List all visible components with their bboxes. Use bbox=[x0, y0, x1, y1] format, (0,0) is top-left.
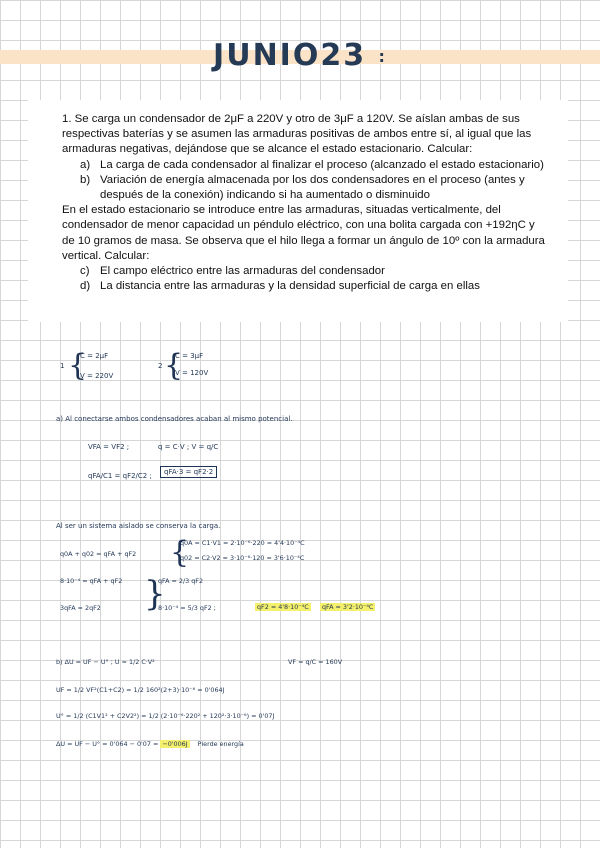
part-b-energy-eq: b) ΔU = UF − U° ; U = 1/2 C·V² bbox=[56, 658, 155, 666]
final-voltage-eq: VF = q/C = 160V bbox=[288, 658, 343, 666]
solve-eq: 8·10⁻⁴ = 5/3 qF2 ; bbox=[158, 604, 216, 612]
result-qf2: qF2 = 4'8·10⁻⁴C bbox=[257, 603, 309, 611]
brace-icon: } bbox=[144, 574, 166, 614]
title-colon: : bbox=[378, 47, 387, 66]
initial-energy-eq: U° = 1/2 (C1V1² + C2V2²) = 1/2 (2·10⁻⁶·220² + 120²·3·10⁻⁶) = 0'07J bbox=[56, 712, 275, 720]
energy-change-eq bbox=[56, 740, 244, 748]
final-energy-eq: UF = 1/2 VF²(C1+C2) = 1/2 160²(2+3)·10⁻⁶ = 0'064J bbox=[56, 686, 225, 694]
list-item bbox=[80, 279, 550, 294]
given2-number: 2 bbox=[158, 362, 163, 370]
page-title bbox=[0, 38, 600, 73]
result-qfa: qFA = 3'2·10⁻⁴C bbox=[322, 603, 374, 611]
item-label: b) bbox=[80, 173, 91, 186]
item-text: Variación de energía almacenada por los dos condensadores en el proceso (antes y después de la conexión) indicando si ha aumentado o disminuido bbox=[100, 173, 525, 202]
equal-potential-eq: VFA = VF2 ; bbox=[88, 443, 130, 451]
initial-charge-2: q02 = C2·V2 = 3·10⁻⁶·120 = 3'6·10⁻⁴C bbox=[180, 554, 305, 562]
given1-voltage: V = 220V bbox=[80, 372, 114, 380]
charge-relation-eq: 3qFA = 2qF2 bbox=[60, 604, 101, 612]
brace-icon: { bbox=[170, 535, 190, 570]
energy-change-calc: ΔU = UF − U° = 0'064 − 0'07 = bbox=[56, 740, 159, 748]
initial-charge-1: q0A = C1·V1 = 2·10⁻⁶·220 = 4'4·10⁻⁴C bbox=[180, 539, 305, 547]
list-item bbox=[80, 158, 550, 173]
energy-change-result: −0'006J bbox=[162, 740, 188, 748]
energy-change-conclusion: Pierde energía bbox=[197, 740, 244, 748]
charge-sum-eq: q0A + q02 = qFA + qF2 bbox=[60, 550, 137, 558]
charge-formula: q = C·V ; V = q/C bbox=[158, 443, 219, 451]
brace-icon: { bbox=[164, 348, 184, 383]
given2-voltage: V = 120V bbox=[175, 369, 209, 377]
total-charge-eq: 8·10⁻⁴ = qFA + qF2 bbox=[60, 577, 123, 585]
item-text: La distancia entre las armaduras y la densidad superficial de carga en ellas bbox=[100, 280, 480, 293]
item-text: La carga de cada condensador al finalizar el proceso (alcanzado el estado estacionario) bbox=[100, 158, 544, 171]
ratio-eq: qFA/C1 = qF2/C2 ; bbox=[88, 472, 152, 480]
given1-capacitance: C = 2μF bbox=[80, 352, 109, 360]
list-item bbox=[80, 264, 550, 279]
problem-intro: 1. Se carga un condensador de 2μF a 220V y otro de 3μF a 120V. Se aíslan ambas de sus respectivas baterías y se asumen las armaduras positivas de ambos entre sí, al igual que las armaduras negativas, dejándose que se alcance el estado estacionario. Calcular: bbox=[62, 113, 532, 156]
item-label: d) bbox=[80, 280, 91, 293]
given2-capacitance: C = 3μF bbox=[175, 352, 204, 360]
item-label: c) bbox=[80, 265, 90, 278]
item-label: a) bbox=[80, 158, 91, 171]
problem-second-part: En el estado estacionario se introduce entre las armaduras, situadas verticalmente, del condensador de menor capacidad un péndulo eléctrico, con una bolita cargada con +192ηC y de 10 gramos de masa. Se observa que el hilo llega a formar un ángulo de 10º con la armadura vertical. Calcular: bbox=[62, 204, 545, 262]
isolated-system-note: Al ser un sistema aislado se conserva la carga. bbox=[56, 522, 221, 530]
title-text: JUNIO23 bbox=[213, 38, 367, 73]
part-a-heading: a) Al conectarse ambos condensadores acaban al mismo potencial. bbox=[56, 415, 293, 423]
list-item bbox=[80, 173, 550, 203]
charge-fraction-eq: qFA = 2/3 qF2 bbox=[158, 577, 204, 585]
given1-number: 1 bbox=[60, 362, 65, 370]
item-text: El campo eléctrico entre las armaduras del condensador bbox=[100, 265, 385, 278]
problem-statement bbox=[28, 100, 568, 322]
boxed-relation: qFA·3 = qF2·2 bbox=[160, 466, 217, 478]
brace-icon: { bbox=[68, 348, 88, 383]
